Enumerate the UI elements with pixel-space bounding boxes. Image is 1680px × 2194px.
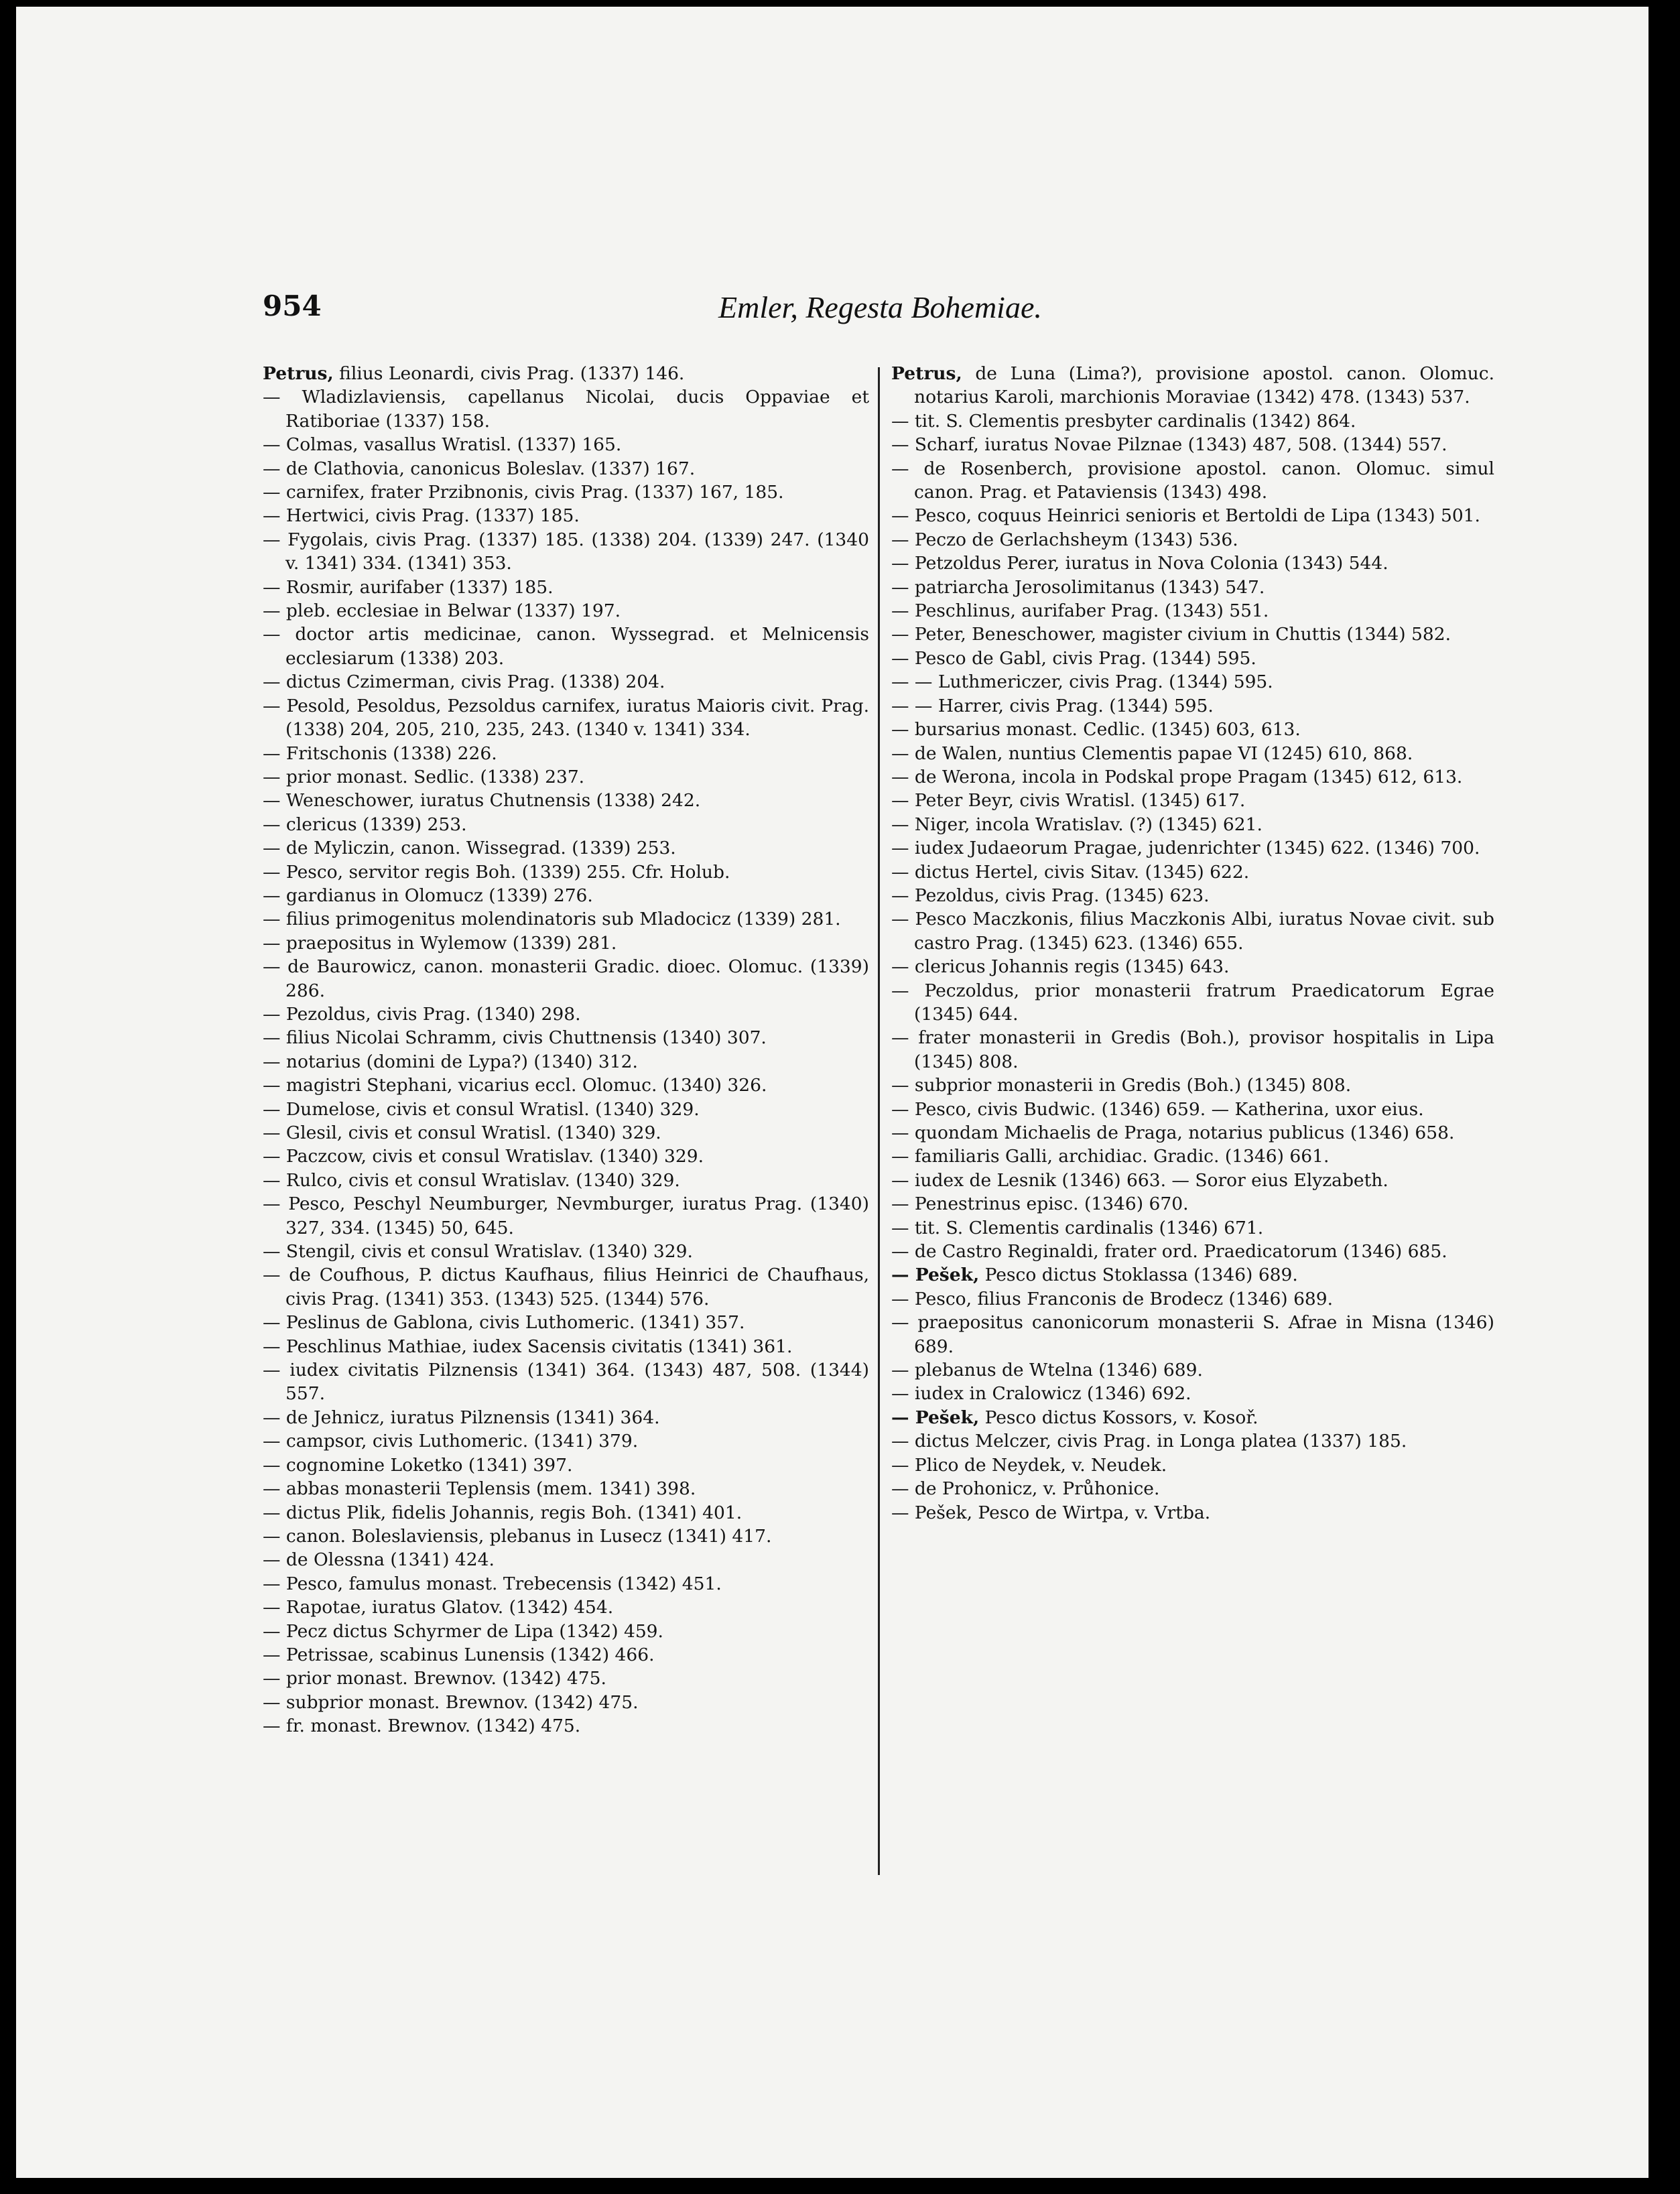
index-entry: — Peslinus de Gablona, civis Luthomeric. (1341) 357.: [263, 1312, 745, 1334]
index-entry: — dictus Hertel, civis Sitav. (1345) 622.: [891, 861, 1250, 883]
index-entry: — doctor artis medicinae, canon. Wyssegrad. et Melnicensis ecclesiarum (1338) 203.: [263, 624, 869, 669]
index-entry: — Rulco, civis et consul Wratislav. (1340) 329.: [263, 1169, 680, 1191]
index-entry: — de Baurowicz, canon. monasterii Gradic. dioec. Olomuc. (1339) 286.: [263, 956, 869, 1001]
index-entry: — familiaris Galli, archidiac. Gradic. (1346) 661.: [891, 1146, 1330, 1167]
index-entry: — Pesco de Gabl, civis Prag. (1344) 595.: [891, 647, 1256, 669]
index-entry: — — Harrer, civis Prag. (1344) 595.: [891, 695, 1214, 716]
index-entry: — Peter Beyr, civis Wratisl. (1345) 617.: [891, 790, 1246, 812]
index-entry: — Pesco, Peschyl Neumburger, Nevmburger, iuratus Prag. (1340) 327, 334. (1345) 50, 645.: [263, 1193, 869, 1238]
column-divider: [878, 367, 880, 1875]
index-entry: — Pesco, famulus monast. Trebecensis (1342) 451.: [263, 1573, 722, 1594]
index-entry: — Peschlinus, aurifaber Prag. (1343) 551.: [891, 600, 1269, 622]
index-entry: — de Olessna (1341) 424.: [263, 1549, 495, 1571]
index-entry: — de Prohonicz, v. Průhonice.: [891, 1478, 1160, 1500]
index-entry: — Pesco, civis Budwic. (1346) 659. — Katherina, uxor eius.: [891, 1098, 1424, 1120]
index-entry: — subprior monasterii in Gredis (Boh.) (1345) 808.: [891, 1075, 1352, 1096]
index-entry: — de Walen, nuntius Clementis papae VI (1245) 610, 868.: [891, 743, 1413, 764]
index-entry: — cognomine Loketko (1341) 397.: [263, 1454, 573, 1476]
index-entry-head: [891, 362, 1494, 409]
index-entry: — clericus (1339) 253.: [263, 814, 467, 835]
index-entry: — Pezoldus, civis Prag. (1340) 298.: [263, 1003, 581, 1025]
index-entry: — — Luthmericzer, civis Prag. (1344) 595.: [891, 671, 1273, 693]
index-entry: — prior monast. Sedlic. (1338) 237.: [263, 766, 585, 787]
index-entry: — frater monasterii in Gredis (Boh.), provisor hospitalis in Lipa (1345) 808.: [891, 1027, 1494, 1072]
index-entry: — campsor, civis Luthomeric. (1341) 379.: [263, 1431, 639, 1452]
index-entry: — Petrissae, scabinus Lunensis (1342) 466.: [263, 1644, 655, 1665]
index-entry: — Peschlinus Mathiae, iudex Sacensis civitatis (1341) 361.: [263, 1336, 793, 1357]
index-entry: — tit. S. Clementis cardinalis (1346) 671.: [891, 1217, 1264, 1238]
index-entry: — prior monast. Brewnov. (1342) 475.: [263, 1668, 606, 1689]
index-entry: [891, 1263, 1494, 1287]
index-entry: — iudex in Cralowicz (1346) 692.: [891, 1383, 1191, 1405]
index-entry: — Peczoldus, prior monasterii fratrum Praedicatorum Egrae (1345) 644.: [891, 980, 1494, 1025]
index-entry: — Paczcow, civis et consul Wratislav. (1340) 329.: [263, 1146, 704, 1167]
index-entry: — Peter, Beneschower, magister civium in Chuttis (1344) 582.: [891, 624, 1451, 645]
index-entry: — de Jehnicz, iuratus Pilznensis (1341) 364.: [263, 1407, 660, 1428]
index-entry: — iudex civitatis Pilznensis (1341) 364. (1343) 487, 508. (1344) 557.: [263, 1360, 869, 1405]
entry-text: Pesco dictus Kossors, v. Kosoř.: [984, 1407, 1258, 1428]
index-entry: — Scharf, iuratus Novae Pilznae (1343) 487, 508. (1344) 557.: [891, 434, 1447, 456]
running-title: Emler, Regesta Bohemiae.: [718, 290, 1042, 324]
index-entry: — Pesco, coquus Heinrici senioris et Bertoldi de Lipa (1343) 501.: [891, 505, 1480, 527]
index-entry: — Hertwici, civis Prag. (1337) 185.: [263, 505, 580, 527]
index-entry: — Stengil, civis et consul Wratislav. (1340) 329.: [263, 1241, 693, 1263]
entry-text: de Luna (Lima?), provisione apostol. canon. Olomuc. notarius Karoli, marchionis Moraviae (1342) 478. (1343) 537.: [914, 363, 1494, 408]
index-entry: — Rapotae, iuratus Glatov. (1342) 454.: [263, 1597, 614, 1618]
index-entry: — Petzoldus Perer, iuratus in Nova Colonia (1343) 544.: [891, 553, 1388, 574]
index-entry: — filius Nicolai Schramm, civis Chuttnensis (1340) 307.: [263, 1027, 767, 1049]
index-entry: — de Coufhous, P. dictus Kaufhaus, filius Heinrici de Chaufhaus, civis Prag. (1341) 353. (1343) 525. (1344) 576.: [263, 1265, 869, 1309]
index-entry: — abbas monasterii Teplensis (mem. 1341) 398.: [263, 1478, 696, 1500]
index-entry: — Pecz dictus Schyrmer de Lipa (1342) 459.: [263, 1620, 663, 1642]
index-entry: — plebanus de Wtelna (1346) 689.: [891, 1360, 1203, 1381]
index-entry: — Colmas, vasallus Wratisl. (1337) 165.: [263, 434, 622, 456]
index-entry: — canon. Boleslaviensis, plebanus in Lusecz (1341) 417.: [263, 1525, 772, 1547]
index-entry: — bursarius monast. Cedlic. (1345) 603, 613.: [891, 719, 1301, 740]
index-entry: — dictus Plik, fidelis Johannis, regis Boh. (1341) 401.: [263, 1502, 742, 1523]
index-entry: — Weneschower, iuratus Chutnensis (1338) 242.: [263, 790, 701, 812]
index-entry: — Pesco, servitor regis Boh. (1339) 255. Cfr. Holub.: [263, 861, 730, 883]
page-header: [263, 289, 1509, 336]
index-entry: — clericus Johannis regis (1345) 643.: [891, 956, 1230, 978]
headword: — Pešek,: [891, 1265, 980, 1286]
headword: Petrus,: [263, 363, 334, 384]
headword: Petrus,: [891, 363, 962, 384]
index-entry-head: [263, 362, 869, 385]
index-entry: — fr. monast. Brewnov. (1342) 475.: [263, 1716, 581, 1737]
index-entry: — iudex de Lesnik (1346) 663. — Soror eius Elyzabeth.: [891, 1169, 1388, 1191]
index-entry: — Pešek, Pesco de Wirtpa, v. Vrtba.: [891, 1502, 1211, 1523]
index-entry: — Niger, incola Wratislav. (?) (1345) 621.: [891, 814, 1263, 835]
index-entry: — Peczo de Gerlachsheym (1343) 536.: [891, 529, 1238, 550]
index-entry: — Pesco, filius Franconis de Brodecz (1346) 689.: [891, 1288, 1334, 1309]
index-entry: — gardianus in Olomucz (1339) 276.: [263, 885, 593, 906]
index-entry: — praepositus in Wylemow (1339) 281.: [263, 932, 617, 954]
index-entry: — de Myliczin, canon. Wissegrad. (1339) 253.: [263, 838, 676, 859]
index-entry: — de Castro Reginaldi, frater ord. Praedicatorum (1346) 685.: [891, 1241, 1447, 1263]
index-entry: [891, 1406, 1494, 1429]
index-entry: — Rosmir, aurifaber (1337) 185.: [263, 576, 554, 598]
index-entry: — subprior monast. Brewnov. (1342) 475.: [263, 1691, 639, 1713]
index-entry: — Dumelose, civis et consul Wratisl. (1340) 329.: [263, 1098, 700, 1120]
index-entry: — pleb. ecclesiae in Belwar (1337) 197.: [263, 600, 621, 622]
index-entry: — notarius (domini de Lypa?) (1340) 312.: [263, 1051, 638, 1072]
entry-text: filius Leonardi, civis Prag. (1337) 146.: [339, 363, 685, 384]
index-entry: — magistri Stephani, vicarius eccl. Olomuc. (1340) 326.: [263, 1075, 767, 1096]
index-column-right: [891, 362, 1494, 1525]
index-entry: — quondam Michaelis de Praga, notarius publicus (1346) 658.: [891, 1122, 1455, 1143]
index-entry: — Penestrinus episc. (1346) 670.: [891, 1193, 1189, 1215]
index-entry: — Plico de Neydek, v. Neudek.: [891, 1454, 1167, 1476]
entry-text: Pesco dictus Stoklassa (1346) 689.: [984, 1265, 1298, 1286]
index-entry: — de Rosenberch, provisione apostol. canon. Olomuc. simul canon. Prag. et Pataviensis (1343) 498.: [891, 458, 1494, 503]
index-entry: — carnifex, frater Przibnonis, civis Prag. (1337) 167, 185.: [263, 482, 784, 503]
index-entry: — patriarcha Jerosolimitanus (1343) 547.: [891, 576, 1265, 598]
index-entry: — dictus Czimerman, civis Prag. (1338) 204.: [263, 671, 665, 693]
index-entry: — dictus Melczer, civis Prag. in Longa platea (1337) 185.: [891, 1431, 1407, 1452]
index-entry: — Glesil, civis et consul Wratisl. (1340) 329.: [263, 1122, 661, 1143]
index-entry: — Fygolais, civis Prag. (1337) 185. (1338) 204. (1339) 247. (1340 v. 1341) 334. (1341) 353.: [263, 529, 869, 574]
index-entry: — filius primogenitus molendinatoris sub Mladocicz (1339) 281.: [263, 909, 841, 930]
index-entry: — Pesold, Pesoldus, Pezsoldus carnifex, iuratus Maioris civit. Prag. (1338) 204, 205, 210, 235, 243. (1340 v. 1341) 334.: [263, 695, 869, 740]
page-number: 954: [263, 289, 322, 322]
index-entry: — de Werona, incola in Podskal prope Pragam (1345) 612, 613.: [891, 766, 1463, 787]
index-entry: — Fritschonis (1338) 226.: [263, 743, 497, 764]
index-entry: — praepositus canonicorum monasterii S. Afrae in Misna (1346) 689.: [891, 1312, 1494, 1357]
index-entry: — Wladizlaviensis, capellanus Nicolai, ducis Oppaviae et Ratiboriae (1337) 158.: [263, 387, 869, 432]
index-entry: — Pezoldus, civis Prag. (1345) 623.: [891, 885, 1210, 906]
index-column-left: [263, 362, 869, 1738]
index-entry: — de Clathovia, canonicus Boleslav. (1337) 167.: [263, 458, 696, 479]
index-entry: — tit. S. Clementis presbyter cardinalis (1342) 864.: [891, 410, 1356, 432]
headword: — Pešek,: [891, 1407, 980, 1428]
index-entry: — iudex Judaeorum Pragae, judenrichter (1345) 622. (1346) 700.: [891, 838, 1480, 859]
index-entry: — Pesco Maczkonis, filius Maczkonis Albi, iuratus Novae civit. sub castro Prag. (1345) 623. (1346) 655.: [891, 909, 1494, 954]
